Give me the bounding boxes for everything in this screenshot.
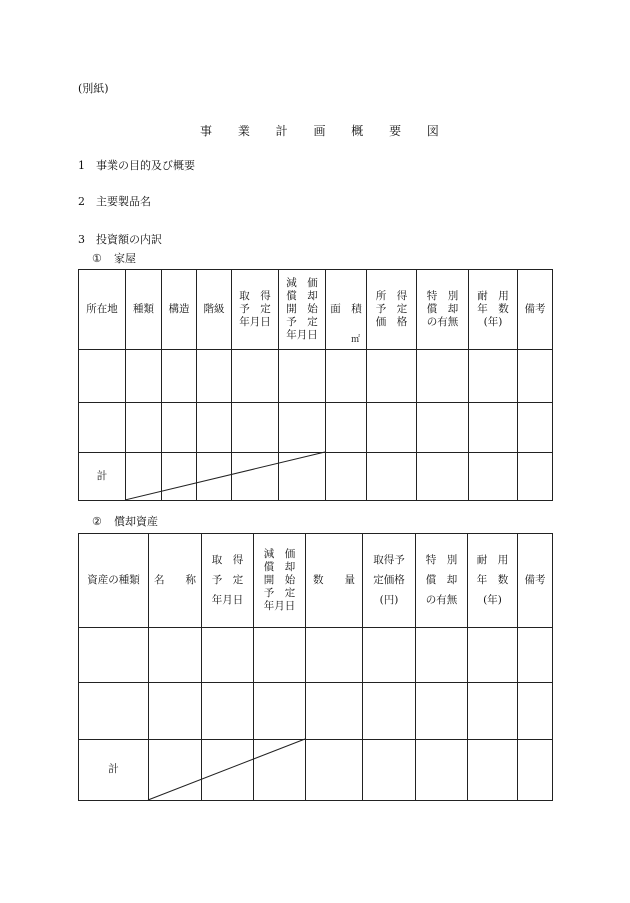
header-line: 年月日 xyxy=(239,316,271,329)
table-cell xyxy=(126,403,162,453)
section-2 xyxy=(78,193,151,209)
table-cell xyxy=(416,740,468,801)
header-area xyxy=(326,270,367,350)
subsection-label: 償却資産 xyxy=(114,515,158,528)
table-cell xyxy=(279,453,326,501)
table-cell xyxy=(518,403,553,453)
table-cell xyxy=(518,740,553,801)
header-line: (円) xyxy=(379,594,399,607)
table-cell xyxy=(469,350,518,403)
header-line: 減 価 xyxy=(286,276,318,289)
header-line: 償 却 xyxy=(425,573,458,586)
table-cell xyxy=(162,453,197,501)
table-cell xyxy=(306,740,363,801)
section-number: 3 xyxy=(78,233,85,246)
section-1 xyxy=(78,157,195,173)
table-cell xyxy=(518,350,553,403)
header-depreciation-start xyxy=(279,270,326,350)
section-label: 主要製品名 xyxy=(96,195,151,208)
table-cell xyxy=(518,683,553,740)
table-cell xyxy=(126,453,162,501)
table-cell xyxy=(518,453,553,501)
header-line: 取 得 xyxy=(239,289,271,302)
table-cell xyxy=(202,628,254,683)
table-cell xyxy=(79,403,126,453)
header-line: 所 得 xyxy=(375,289,408,302)
header-line: 減 価 xyxy=(263,547,296,560)
table-cell xyxy=(279,403,326,453)
header-line: 予 定 xyxy=(286,316,318,329)
header-structure: 構造 xyxy=(162,270,197,350)
section-number: 2 xyxy=(78,195,85,208)
document-title: 事 業 計 画 概 要 図 xyxy=(200,124,450,138)
section-label: 事業の目的及び概要 xyxy=(96,159,195,172)
table-cell xyxy=(326,453,367,501)
header-line: の有無 xyxy=(426,316,459,329)
table-cell xyxy=(149,683,202,740)
table-cell xyxy=(326,403,367,453)
table-cell xyxy=(197,453,232,501)
header-line: 予 定 xyxy=(263,587,296,600)
table-cell xyxy=(197,350,232,403)
subsection-house xyxy=(92,250,136,266)
table-cell xyxy=(417,403,469,453)
table-cell xyxy=(363,628,416,683)
header-line: 特 別 xyxy=(426,289,459,302)
table-cell xyxy=(518,628,553,683)
table-row xyxy=(79,683,553,740)
header-line: 償 却 xyxy=(286,289,318,302)
table-row xyxy=(79,628,553,683)
table-cell xyxy=(468,740,518,801)
header-special-depreciation xyxy=(417,270,469,350)
header-line: 年 数 xyxy=(477,302,509,315)
header-quantity: 数 量 xyxy=(306,534,363,628)
table-cell xyxy=(416,683,468,740)
header-line: (年) xyxy=(483,594,502,607)
table-cell xyxy=(79,628,149,683)
header-asset-type: 資産の種類 xyxy=(79,534,149,628)
table-cell xyxy=(367,453,417,501)
total-row xyxy=(79,740,553,801)
table-cell xyxy=(162,403,197,453)
header-remarks: 備考 xyxy=(518,534,553,628)
table-cell xyxy=(367,350,417,403)
header-line: の有無 xyxy=(425,594,458,607)
table-cell xyxy=(149,628,202,683)
total-label: 計 xyxy=(79,740,149,801)
table-cell xyxy=(367,403,417,453)
subsection-number: ① xyxy=(92,252,102,265)
total-label: 計 xyxy=(79,453,126,501)
table-cell xyxy=(306,628,363,683)
section-label: 投資額の内訳 xyxy=(96,233,162,246)
header-line: 耐 用 xyxy=(477,289,509,302)
header-line: 価 格 xyxy=(375,316,408,329)
header-remarks: 備考 xyxy=(518,270,553,350)
table-cell xyxy=(149,740,202,801)
attachment-label: (別紙) xyxy=(78,82,109,95)
header-planned-price xyxy=(367,270,417,350)
header-floors: 階級 xyxy=(197,270,232,350)
section-number: 1 xyxy=(78,159,85,172)
table-cell xyxy=(254,740,306,801)
table-cell xyxy=(232,350,279,403)
header-acquisition-date xyxy=(202,534,254,628)
table-cell xyxy=(363,740,416,801)
table-cell xyxy=(254,683,306,740)
header-acquisition-date xyxy=(232,270,279,350)
header-area-label: 面 積 xyxy=(330,302,362,315)
table-cell xyxy=(202,683,254,740)
table-cell xyxy=(126,350,162,403)
area-unit: ㎡ xyxy=(350,334,360,345)
header-depreciation-start xyxy=(254,534,306,628)
table-cell xyxy=(254,628,306,683)
header-line: (年) xyxy=(483,316,503,329)
header-planned-price xyxy=(363,534,416,628)
table-cell xyxy=(326,350,367,403)
header-location: 所在地 xyxy=(79,270,126,350)
table-cell xyxy=(279,350,326,403)
table-cell xyxy=(468,683,518,740)
header-line: 耐 用 xyxy=(476,553,509,566)
header-line: 取得予 xyxy=(373,553,405,566)
header-line: 予 定 xyxy=(239,302,271,315)
header-line: 償 却 xyxy=(263,560,296,573)
table-row xyxy=(79,403,553,453)
table-row xyxy=(79,350,553,403)
table-cell xyxy=(202,740,254,801)
header-line: 年月日 xyxy=(211,594,244,607)
section-3 xyxy=(78,231,162,247)
table-cell xyxy=(469,403,518,453)
header-type: 種類 xyxy=(126,270,162,350)
header-line: 取 得 xyxy=(211,553,244,566)
header-line: 開 始 xyxy=(286,302,318,315)
table-cell xyxy=(417,453,469,501)
header-line: 開 始 xyxy=(263,573,296,586)
table-cell xyxy=(363,683,416,740)
house-table xyxy=(78,269,553,501)
total-row xyxy=(79,453,553,501)
header-line: 年 数 xyxy=(476,573,509,586)
header-row xyxy=(79,270,553,350)
table-cell xyxy=(79,683,149,740)
table-cell xyxy=(232,403,279,453)
table-cell xyxy=(232,453,279,501)
header-useful-life xyxy=(469,270,518,350)
subsection-number: ② xyxy=(92,515,102,528)
header-line: 予 定 xyxy=(375,302,408,315)
header-line: 特 別 xyxy=(425,553,458,566)
subsection-depreciable-assets xyxy=(92,513,158,529)
header-line: 年月日 xyxy=(286,329,318,342)
table-cell xyxy=(469,453,518,501)
subsection-label: 家屋 xyxy=(114,252,136,265)
table-cell xyxy=(468,628,518,683)
table-cell xyxy=(162,350,197,403)
table-cell xyxy=(417,350,469,403)
header-row xyxy=(79,534,553,628)
header-line: 償 却 xyxy=(426,302,459,315)
header-line: 定価格 xyxy=(373,573,405,586)
table-cell xyxy=(197,403,232,453)
header-line: 年月日 xyxy=(263,600,296,613)
header-useful-life xyxy=(468,534,518,628)
header-name: 名 称 xyxy=(149,534,202,628)
header-special-depreciation xyxy=(416,534,468,628)
table-cell xyxy=(416,628,468,683)
table-cell xyxy=(79,350,126,403)
header-line: 予 定 xyxy=(211,573,244,586)
assets-table xyxy=(78,533,553,801)
table-cell xyxy=(306,683,363,740)
